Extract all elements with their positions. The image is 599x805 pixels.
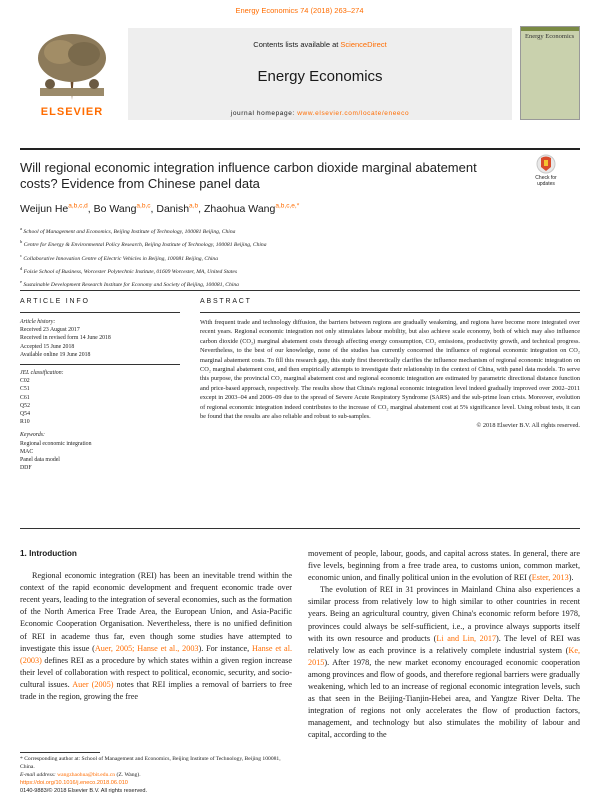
affiliations — [20, 224, 560, 291]
affiliation-item: $^a$ School of Management and Economics, Beijing Institute of Technology, 100081 Beijing, China — [20, 226, 236, 235]
citation-link[interactable]: Hanse et al. (2003) — [20, 643, 293, 665]
abstract-text: With frequent trade and technology diffusion, the barriers between regions are gradually weakening, and regions have become more integrated over recent years. Regional economic integration not only stimulates labour mobility, but also achieve scale economy, both of which may also influence carbon dioxide (CO₂) marginal abatement costs through affecting energy consumption, CO₂ emissions, productivity growth, and technical progress. Nevertheless, to the best of our knowledge, none of the studies has currently concerned the influence of regional economic integration on CO₂ marginal abatement costs. To fill this research gap, this study first theoretically clarifies the influence mechanism of regional economic integration on CO₂ marginal abatement cost, and then empirically attempts to investigate their relationship in the context of China, with panel data models. To serve this purpose, the provincial CO₂ marginal abatement cost and regional economic integration are estimated by parametric directional distance function and price-based approach, respectively. The results show that China's regional economic integration level indeed gradually improved over 2002–2011 except in 2003–04 and 2006–09 due to the spread of Severe Acute Respiratory Syndrome (SARS) and the sub-prime loan crisis. Moreover, evolution of regional economic integration indeed contributes to the increase of CO₂ marginal abatement cost at 5% significance level. Using robust tests, it can be found that the results are also reliable and robust to sub-samples. — [200, 319, 580, 421]
citation-link[interactable]: Auer, 2005; Hanse et al., 2003 — [94, 643, 199, 653]
journal-banner — [128, 28, 512, 120]
contents-availability: Contents lists available at ScienceDirect — [253, 40, 387, 49]
article-info-heading: ARTICLE INFO — [20, 298, 90, 305]
citation-link[interactable]: Ke, 2015 — [308, 645, 580, 667]
citation-link[interactable]: Auer (2005) — [72, 679, 114, 689]
journal-header — [20, 22, 580, 126]
paragraph: Regional economic integration (REI) has been an inevitable trend within the context of the rapid economic development and frequent economic trade over recent years, leading to the integration of several economies, such as the formation of the North America Free Trade Area, the European Union, and Asia-Pacific Economic Cooperation Organisation. Nevertheless, there is no unified definition of REI in academe thus far, even though some studies have attempted to investigate this issue (Auer, 2005; Hanse et al., 2003). For instance, Hanse et al. (2003) defines REI as a procedure by which states within a given region increase their level of collaboration with respect to political, economic, security, and socio-cultural issues. Auer (2005) notes that REI implies a removal of barriers to free trade in the region, growing the free — [20, 571, 293, 702]
article-info — [20, 318, 180, 477]
author-entry[interactable]: Bo Wang$^{a,b,c}$, — [93, 202, 157, 215]
journal-cover-thumbnail — [520, 26, 580, 120]
email-link[interactable]: wangzhaohua@bit.edu.cn — [57, 772, 116, 778]
author-entry[interactable]: Zhaohua Wang$^{a,b,c,e,*}$ — [203, 202, 300, 215]
abstract-body — [200, 318, 580, 431]
journal-homepage: journal homepage: www.elsevier.com/locate/eneeco — [230, 110, 410, 117]
homepage-link[interactable]: www.elsevier.com/locate/eneeco — [297, 110, 410, 117]
footnote-rule — [20, 752, 100, 753]
affiliation-item: $^e$ Sustainable Development Research Institute for Economy and Society of Beijing, 100081, China — [20, 279, 239, 289]
affiliation-item: $^d$ Foisie School of Business, Worcester Polytechnic Institute, 01609 Worcester, MA, United States — [20, 266, 238, 275]
citation-link[interactable]: Li and Lin, 2017 — [436, 633, 497, 643]
affiliation-item: $^c$ Collaborative Innovation Centre of Electric Vehicles in Beijing, 100081 Beijing, China — [20, 252, 219, 262]
journal-citation[interactable]: Energy Economics 74 (2018) 263–274 — [235, 6, 364, 15]
article-info-rule — [20, 312, 180, 313]
author-entry[interactable]: Danish$^{a,b}$, — [156, 202, 204, 215]
author-list — [20, 202, 520, 215]
article-history: Article history: Received 23 August 2017 Received in revised form 14 June 2018 Accepted 15 June 2018 Available online 19 June 2018 — [20, 319, 111, 358]
front-matter-divider — [20, 528, 580, 529]
section-heading: 1. Introduction — [20, 549, 77, 558]
abstract-heading: ABSTRACT — [200, 298, 252, 305]
paragraph: The evolution of REI in 31 provinces in Mainland China also experiences a similar process from relatively low to high similar to other countries in recent years. Being an agricultural country, given China's economic reform before 1978, provinces could always be self-sufficient, i.e., a province always supports itself with its own resource and products (Li and Lin, 2017). The level of REI was relatively low as each province is a relatively complete industrial system (Ke, 2015). After 1978, the new market economy encouraged economic cooperation among provinces and flow of goods, and therefore regional barriers were gradually weakening, which led to an increase of regional economic integration levels, such as that seen in the Beijing-Tianjin-Hebei area, and Yangtze River Delta. The integration of regions not only accelerates the flow of production factors, management, and technology but also stimulates the mobility of labour and capital, according to the — [308, 585, 580, 740]
corresponding-author-footnote: * Corresponding author at: School of Management and Economics, Beijing Institute of Technology, Beijing 100081, China. E-mail address: wangzhaohua@bit.edu.cn (Z. Wang). — [20, 756, 281, 778]
abstract-rule — [200, 312, 580, 313]
sciencedirect-link[interactable]: ScienceDirect — [340, 40, 387, 49]
affiliation-divider — [20, 290, 580, 291]
cover-title: Energy Economics — [525, 33, 575, 40]
check-updates-icon — [536, 154, 556, 176]
abstract-copyright: © 2018 Elsevier B.V. All rights reserved. — [476, 422, 580, 430]
header-divider — [20, 148, 580, 150]
doi-link[interactable]: https://doi.org/10.1016/j.eneco.2018.06.010 — [20, 780, 128, 786]
body-column-left — [20, 548, 292, 703]
check-for-updates-button[interactable]: Check for updates — [526, 154, 566, 194]
author-entry[interactable]: Weijun He$^{a,b,c,d}$, — [20, 202, 94, 215]
paragraph: movement of people, labour, goods, and capital across states. In general, there are five levels, beginning from a free trade area, to customs union, common market, economic union, and finally political union in the evolution of REI (Ester, 2013). — [308, 549, 580, 583]
elsevier-wordmark: ELSEVIER — [40, 106, 104, 118]
rights-statement: 0140-9883/© 2018 Elsevier B.V. All rights reserved. — [20, 788, 148, 794]
citation-link[interactable]: Ester, 2013 — [531, 573, 569, 583]
keywords: Keywords: Regional economic integration MAC Panel data model DDF — [20, 432, 92, 472]
paper-title: Will regional economic integration influence carbon dioxide marginal abatement costs? Evidence from Chinese panel data — [20, 160, 477, 191]
jel-classification: JEL classification: C02 C51 C61 Q52 Q54 R10 — [20, 370, 64, 426]
journal-title: Energy Economics — [257, 68, 383, 85]
page-footer — [20, 779, 320, 795]
affiliation-item: $^b$ Centre for Energy & Environmental Policy Research, Beijing Institute of Technology, 100081 Beijing, China — [20, 239, 267, 249]
body-column-right — [308, 548, 580, 742]
